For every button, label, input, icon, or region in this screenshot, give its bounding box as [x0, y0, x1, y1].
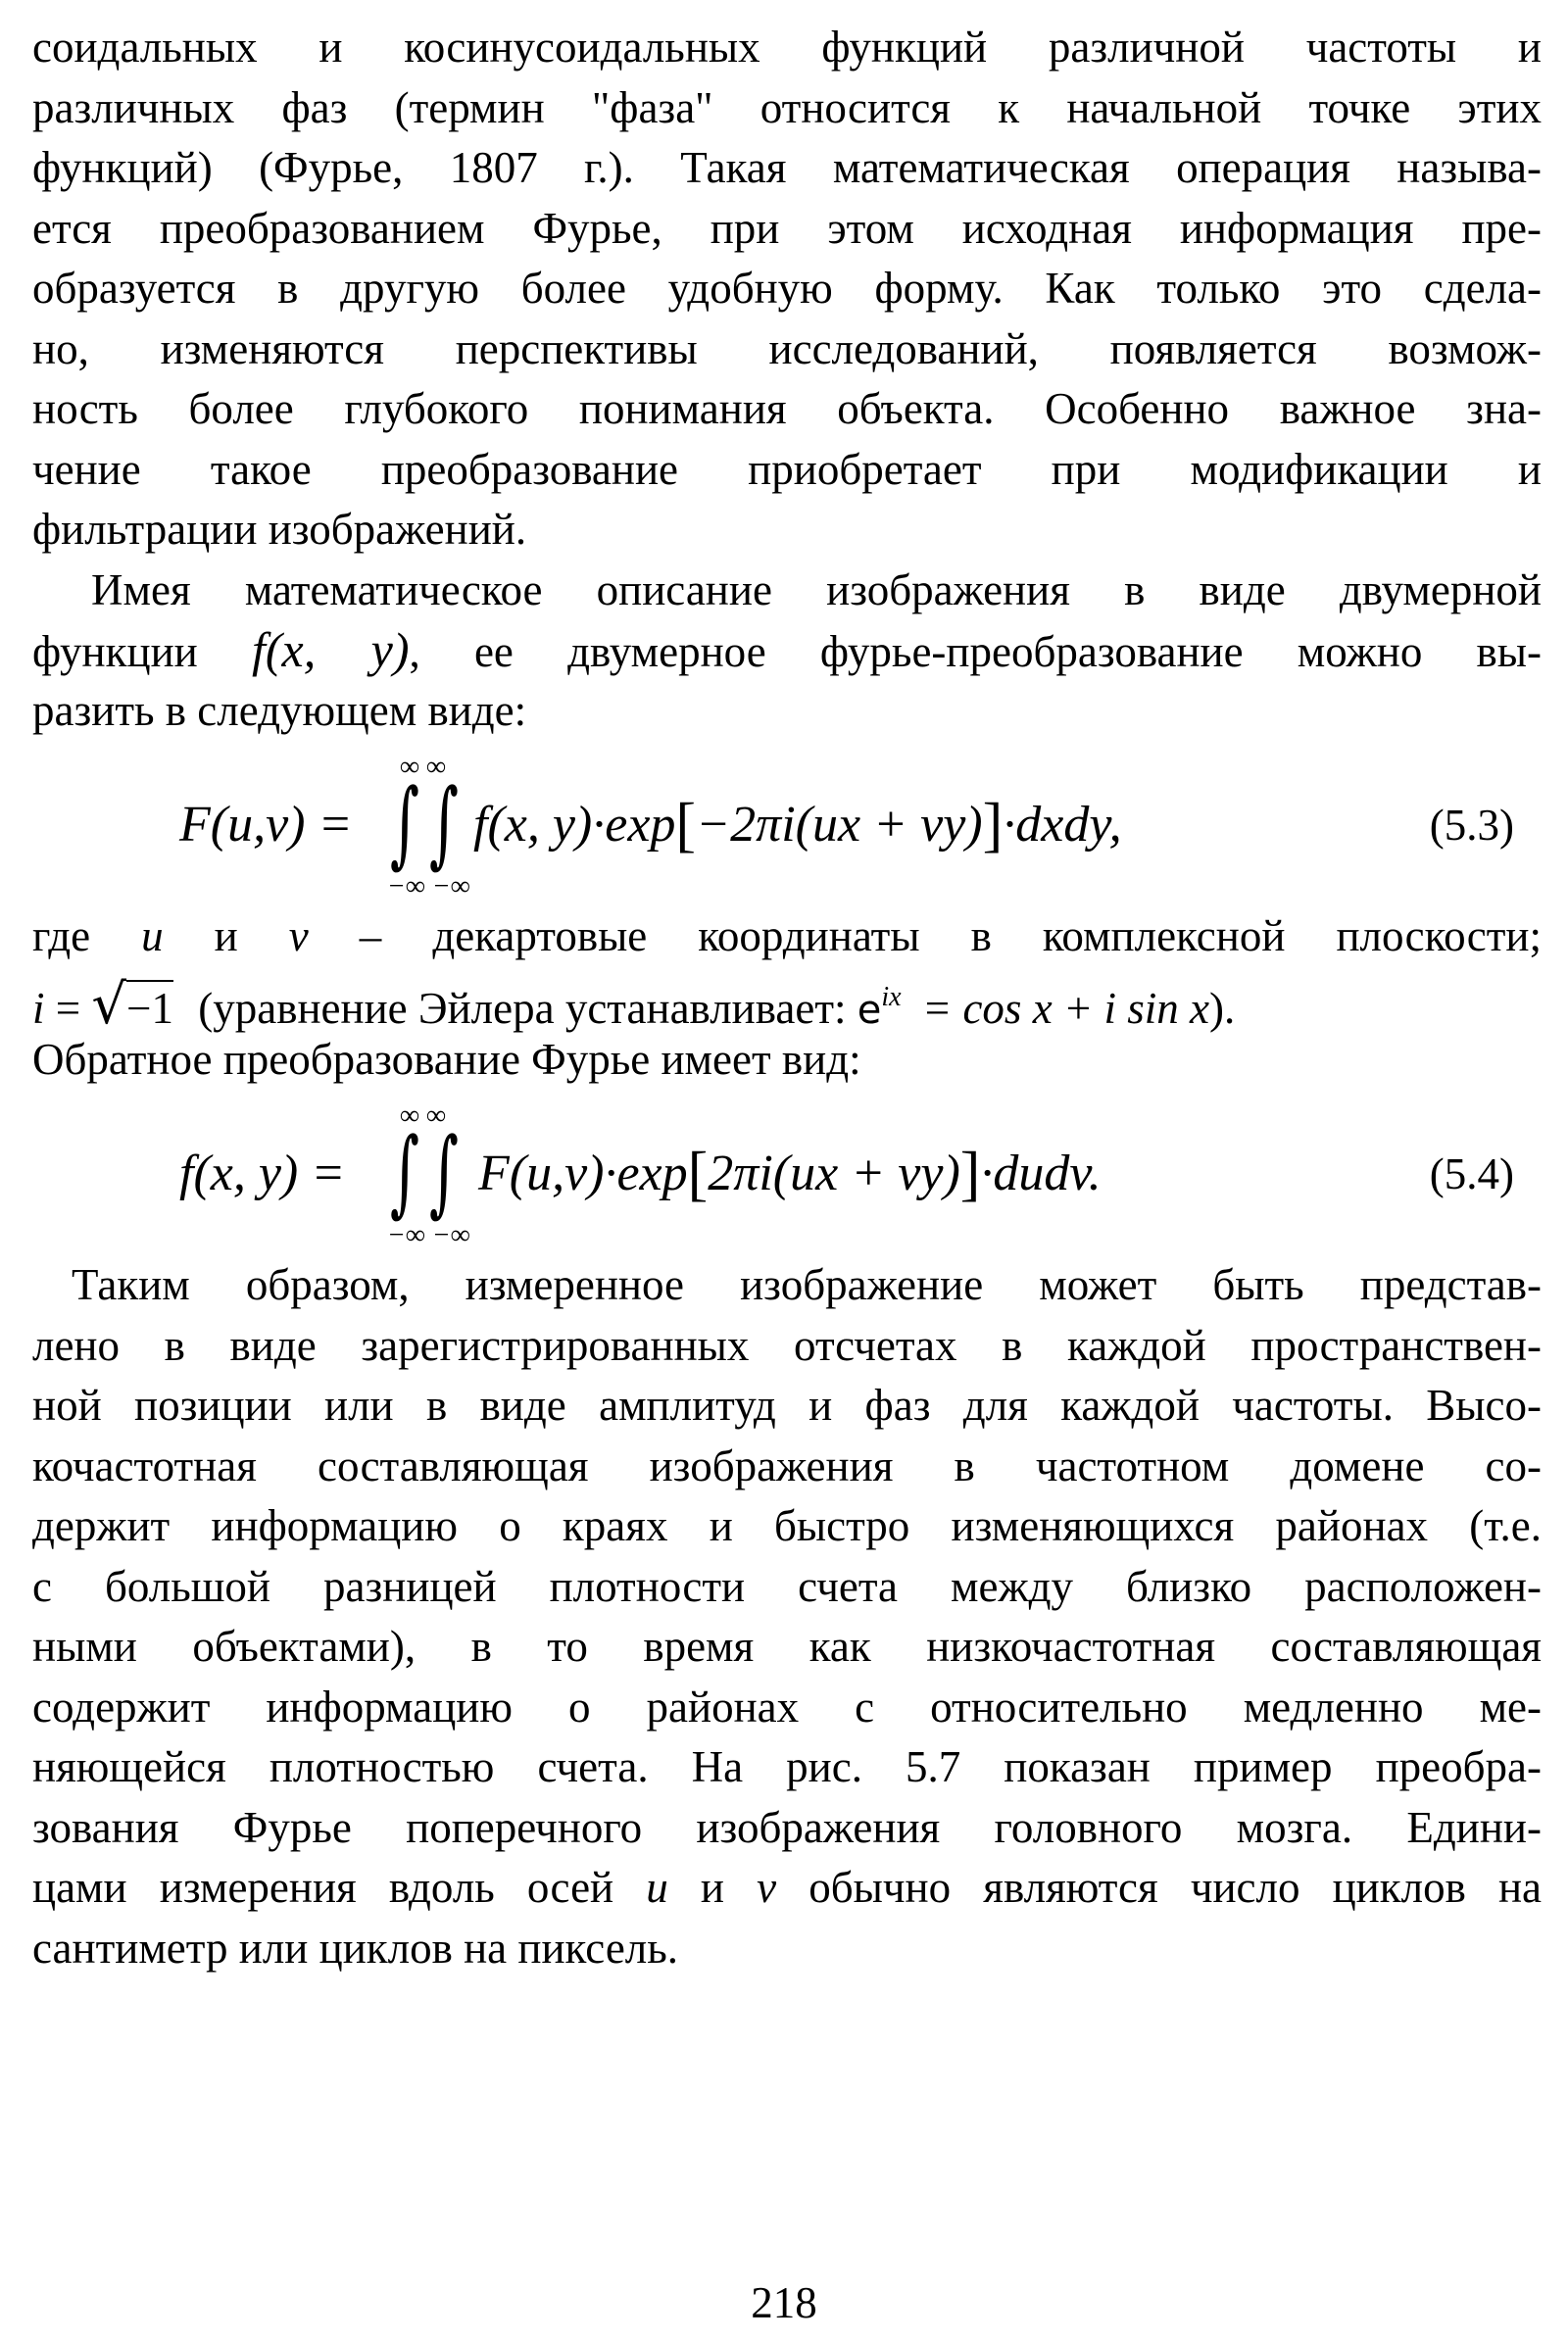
text-fragment: где	[32, 911, 91, 960]
paragraph-2	[32, 561, 1542, 742]
text-line: ется преобразованием Фурье, при этом исходная информация пре-	[32, 203, 1542, 253]
page-content	[32, 18, 1542, 1978]
bracket-close: ]	[959, 1141, 981, 1207]
variable-u: u	[141, 911, 164, 960]
text-line: Обратное преобразование Фурье имеет вид:	[32, 1034, 861, 1084]
integrand-end: ·dxdy,	[1003, 797, 1122, 853]
equation-5-3	[32, 745, 1542, 906]
paragraph-3	[32, 906, 1542, 1090]
text-line	[32, 1858, 1542, 1919]
text-line: кочастотная составляющая изображения в частотном домене со-	[32, 1440, 1542, 1490]
integrand-start: f(x, y)·exp	[473, 797, 676, 853]
equation-body	[150, 745, 1326, 906]
text-line	[32, 906, 1542, 967]
text-line	[32, 620, 1542, 681]
text-line: лено в виде зарегистрированных отсчетах в каждой пространствен-	[32, 1320, 1542, 1370]
text-line: ность более глубокого понимания объекта. Особенно важное зна-	[32, 384, 1542, 433]
text-fragment: функции	[32, 627, 198, 676]
text-line: зования Фурье поперечного изображения головного мозга. Едини-	[32, 1802, 1542, 1852]
equation-integrand	[478, 1141, 1102, 1207]
bracket-open: [	[687, 1141, 709, 1207]
text-fragment: ).	[1209, 983, 1236, 1033]
radical-sign: √	[91, 972, 127, 1037]
text-line: Таким образом, измеренное изображение может быть представ-	[72, 1260, 1542, 1309]
euler-formula: = cos x + i sin x	[921, 983, 1210, 1033]
text-line: держит информацию о краях и быстро изменяющихся районах (т.е.	[32, 1501, 1542, 1550]
exponent-ix: ix	[881, 981, 902, 1012]
integral-sign: ∫	[390, 768, 420, 878]
paragraph-4	[32, 1255, 1542, 1978]
equation-lhs: f(x, y) =	[179, 1146, 346, 1201]
variable-u: u	[646, 1863, 668, 1912]
bracket-close: ]	[982, 792, 1004, 858]
text-line: разить в следующем виде:	[32, 685, 527, 735]
equation-lhs: F(u,v) =	[179, 797, 353, 853]
integral-lower-limits: −∞ −∞	[387, 1220, 470, 1250]
text-fragment: – декартовые координаты в комплексной плоскости;	[359, 911, 1543, 960]
integrand-end: ·dudv.	[980, 1146, 1102, 1201]
text-fragment: , ее двумерное фурье-преобразование можно вы-	[409, 627, 1543, 676]
text-fragment: (уравнение Эйлера устанавливает:	[198, 983, 847, 1033]
equals-sign: =	[55, 983, 81, 1033]
equation-number: (5.4)	[1429, 1149, 1514, 1198]
integrand-start: F(u,v)·exp	[478, 1146, 688, 1201]
text-line: фильтрации изображений.	[32, 505, 527, 554]
text-fragment: и	[700, 1863, 725, 1912]
text-line: образуется в другую более удобную форму. Как только это сдела-	[32, 264, 1542, 313]
integral-upper-limits: ∞ ∞	[400, 752, 446, 782]
text-line	[32, 967, 1542, 1037]
variable-i: i	[32, 983, 45, 1033]
text-fragment: цами измерения вдоль осей	[32, 1863, 614, 1912]
paragraph-1	[32, 18, 1542, 561]
page-number: 218	[751, 2278, 817, 2327]
variable-v: v	[757, 1863, 777, 1912]
text-fragment: обычно являются число циклов на	[808, 1863, 1543, 1912]
integrand-inner: −2πi(ux + vy)	[696, 797, 983, 853]
euler-e: e	[857, 987, 882, 1033]
integral-sign: ∫	[429, 768, 460, 878]
text-line: чение такое преобразование приобретает при модификации и	[32, 444, 1542, 494]
equation-integrand	[473, 792, 1122, 858]
bracket-open: [	[675, 792, 697, 858]
equation-number: (5.3)	[1429, 801, 1514, 850]
text-line: но, изменяются перспективы исследований, появляется возмож-	[32, 323, 1542, 373]
text-line: с большой разницей плотности счета между близко расположен-	[32, 1561, 1542, 1611]
text-line: содержит информацию о районах с относительно медленно ме-	[32, 1682, 1542, 1732]
variable-v: v	[288, 911, 309, 960]
integral-lower-limits: −∞ −∞	[387, 871, 470, 902]
radicand: −1	[126, 980, 173, 1033]
text-line: сантиметр или циклов на пиксель.	[32, 1923, 679, 1973]
equation-body	[150, 1094, 1326, 1255]
text-line: функций) (Фурье, 1807 г.). Такая математическая операция называ-	[32, 143, 1542, 192]
equation-5-4	[32, 1094, 1542, 1255]
text-line: няющейся плотностью счета. На рис. 5.7 показан пример преобра-	[32, 1742, 1542, 1791]
text-line: различных фаз (термин "фаза" относится к начальной точке этих	[32, 82, 1542, 132]
integral-upper-limits: ∞ ∞	[400, 1100, 446, 1131]
integral-sign: ∫	[390, 1117, 420, 1227]
text-line: ными объектами), в то время как низкочастотная составляющая	[32, 1622, 1542, 1671]
function-notation: f(x, y)	[251, 622, 410, 677]
integrand-inner: 2πi(ux + vy)	[708, 1146, 960, 1201]
integral-sign: ∫	[429, 1117, 460, 1227]
text-fragment: и	[214, 911, 238, 960]
text-line: Имея математическое описание изображения в виде двумерной	[91, 564, 1542, 614]
text-line: соидальных и косинусоидальных функций различной частоты и	[32, 23, 1542, 72]
text-line: ной позиции или в виде амплитуд и фаз для каждой частоты. Высо-	[32, 1381, 1542, 1430]
